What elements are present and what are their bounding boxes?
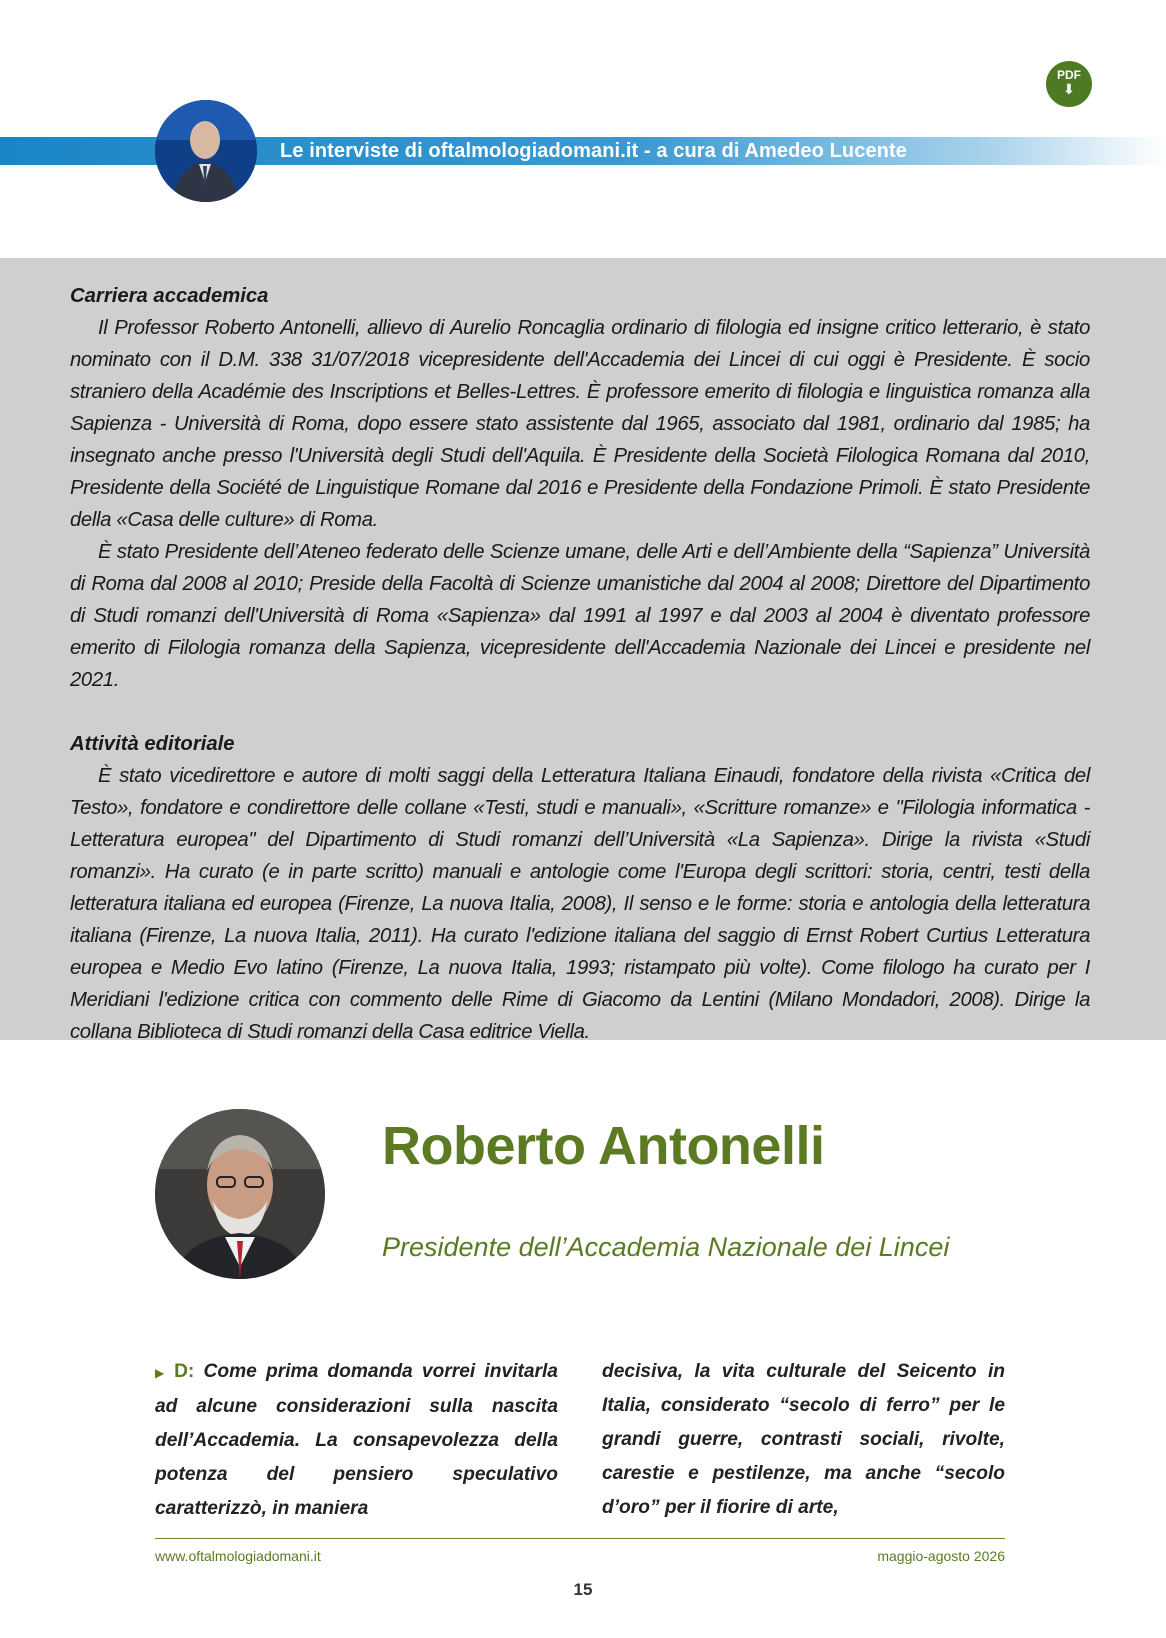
editorial-activity-heading: Attività editoriale [70, 733, 235, 755]
pdf-download-button[interactable] [1046, 61, 1092, 107]
footer-website-link[interactable]: www.oftalmologiadomani.it [155, 1548, 321, 1564]
page-number: 15 [573, 1580, 593, 1599]
question-text-right: decisiva, la vita culturale del Seicento in Italia, considerato “secolo di ferro” per le grandi guerre, contrasti sociali, rivolte, carestie e pestilenze, ma anche “secolo d’oro” per il fiorire di arte, [602, 1361, 1005, 1518]
download-arrow-icon: ⬇ [1063, 81, 1075, 97]
series-title: Le interviste di oftalmologiadomani.it - a cura di Amedeo Lucente [280, 140, 907, 162]
question-text-left: Come prima domanda vorrei invitarla ad alcune considerazioni sulla nascita dell’Accademia. La consapevolezza della potenza del pensiero speculativo caratterizzò, in maniera [155, 1361, 558, 1519]
footer-divider [155, 1538, 1005, 1539]
portrait-image-icon [155, 1109, 325, 1279]
question-marker-icon: ▶ [155, 1366, 169, 1380]
interviewee-role: Presidente dell’Accademia Nazionale dei Lincei [382, 1232, 950, 1262]
footer-issue: maggio-agosto 2026 [877, 1548, 1005, 1564]
pdf-label: PDF [1057, 68, 1081, 82]
interview-column-left [155, 1355, 558, 1526]
biography-content [70, 280, 1090, 1048]
interviewee-name: Roberto Antonelli [382, 1116, 825, 1176]
academic-career-paragraph-2: È stato Presidente dell’Ateneo federato delle Scienze umane, delle Arti e dell’Ambiente della “Sapienza” Università di Roma dal 2008 al 2010; Preside della Facoltà di Scienze umanistiche dal 2004 al 2008; Direttore del Dipartimento di Studi romanzi dell'Università di Roma «Sapienza» dal 1991 al 1997 e dal 2003 al 2004 è diventato professore emerito di Filologia romanza della Sapienza, vicepresidente dell'Accademia Nazionale dei Lincei e presidente nel 2021. [70, 541, 1090, 691]
biography-box [0, 258, 1166, 1043]
academic-career-paragraph-1: Il Professor Roberto Antonelli, allievo di Aurelio Roncaglia ordinario di filologia ed insigne critico letterario, è stato nominato con il D.M. 338 31/07/2018 vicepresidente dell'Accademia dei Lincei di cui oggi è Presidente. È socio straniero della Académie des Inscriptions et Belles-Lettres. È professore emerito di filologia e linguistica romanza alla Sapienza - Università di Roma, dopo essere stato assistente dal 1965, associato dal 1981, ordinario dal 1985; ha insegnato anche presso l'Università degli Studi dell'Aquila. È Presidente della Società Filologica Romana dal 2010, Presidente della Société de Linguistique Romane dal 2016 e Presidente della Fondazione Primoli. È stato Presidente della «Casa delle culture» di Roma. [70, 317, 1090, 531]
academic-career-heading: Carriera accademica [70, 285, 269, 307]
editorial-activity-paragraph: È stato vicedirettore e autore di molti saggi della Letteratura Italiana Einaudi, fondatore della rivista «Critica del Testo», fondatore e condirettore delle collane «Testi, studi e manuali», «Scritture romanze» e "Filologia informatica - Letteratura europea" del Dipartimento di Studi romanzi dell’Università «La Sapienza». Dirige la rivista «Studi romanzi». Ha curato (e in parte scritto) manuali e antologie come l'Europa degli scrittori: storia, centri, testi della letteratura italiana ed europea (Firenze, La nuova Italia, 2008), Il senso e le forme: storia e antologia della letteratura italiana (Firenze, La nuova Italia, 2011). Ha curato l'edizione italiana del saggio di Ernst Robert Curtius Letteratura europea e Medio Evo latino (Firenze, La nuova Italia, 1993; ristampato più volte). Come filologo ha curato per I Meridiani l'edizione critica con commento delle Rime di Giacomo da Lentini (Milano Mondadori, 2008). Dirige la collana Biblioteca di Studi romanzi della Casa editrice Viella. [70, 765, 1090, 1043]
interview-column-right [602, 1355, 1005, 1525]
interviewer-photo-icon [155, 100, 257, 202]
portrait-photo [155, 1109, 325, 1279]
interviewer-avatar [155, 100, 257, 202]
question-label: D: [174, 1361, 195, 1382]
